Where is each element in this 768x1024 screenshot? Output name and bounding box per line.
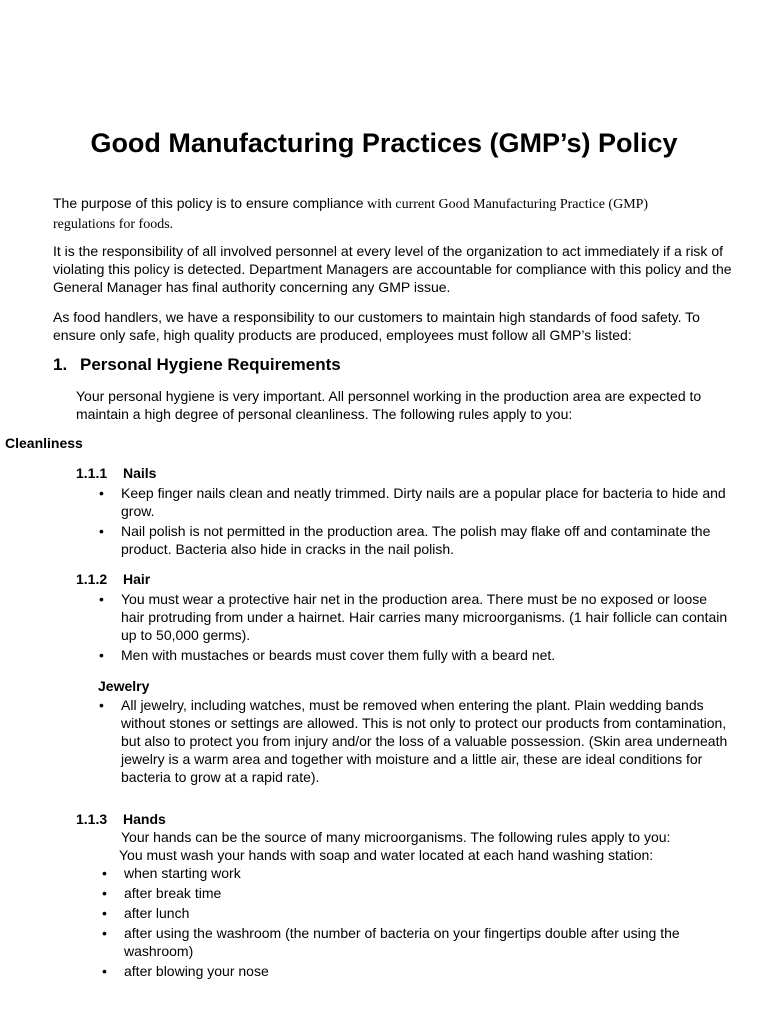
subheading-number: 1.1.2 <box>76 571 108 587</box>
list-item-text: Nail polish is not permitted in the production area. The polish may flake off and contaminate the product. Bacteria also hide in cracks in the nail polish. <box>121 523 711 557</box>
list-item-text: when starting work <box>124 865 241 881</box>
bullet-marker: • <box>102 865 107 881</box>
subheading-text: Hair <box>123 571 151 587</box>
subheading-hands <box>76 810 166 828</box>
bullet-marker: • <box>102 963 107 979</box>
list-item <box>102 904 734 922</box>
list-item-text: All jewelry, including watches, must be removed when entering the plant. Plain wedding bands without stones or settings are allowed. This is not only to protect our products from contamination, but also to protect you from injury and/or the loss of a valuable possession. (Skin area underneath jewelry is a warm area and together with moisture and a little air, these are ideal conditions for bacteria to grow at a rapid rate). <box>121 697 728 785</box>
bullet-marker: • <box>99 591 104 607</box>
purpose-sans-text: The purpose of this policy is to ensure compliance <box>53 195 364 211</box>
subheading-nails <box>76 464 156 482</box>
list-item <box>99 522 731 558</box>
list-item <box>99 484 731 520</box>
intro-paragraph-purpose <box>53 194 743 234</box>
bullet-marker: • <box>99 647 104 663</box>
list-item-text: after blowing your nose <box>124 963 269 979</box>
list-item <box>102 884 734 902</box>
list-item-text: after lunch <box>124 905 190 921</box>
hands-wash-instruction: You must wash your hands with soap and water located at each hand washing station: <box>119 847 654 863</box>
list-item-text: after using the washroom (the number of bacteria on your fingertips double after using the washroom) <box>124 925 680 959</box>
section-heading-text: Personal Hygiene Requirements <box>80 355 341 374</box>
intro-paragraph-food-handlers: As food handlers, we have a responsibility to our customers to maintain high standards of food safety. To ensure only safe, high quality products are produced, employees must follow all GMP’s listed: <box>53 309 700 343</box>
list-item-text: after break time <box>124 885 222 901</box>
purpose-serif-text-1: with current Good Manufacturing Practice (GMP) <box>363 197 649 212</box>
subheading-number: 1.1.3 <box>76 811 108 827</box>
section-intro-paragraph: Your personal hygiene is very important. All personnel working in the production area are expected to maintain a high degree of personal cleanliness. The following rules apply to you: <box>76 388 702 422</box>
list-item <box>102 962 734 980</box>
purpose-serif-text-2: regulations for foods. <box>53 217 174 232</box>
list-item <box>99 646 731 664</box>
list-item-text: You must wear a protective hair net in the production area. There must be no exposed or loose hair protruding from under a hairnet. Hair carries many microorganisms. (1 hair follicle can contain up to 50,000 germs). <box>121 591 728 643</box>
subheading-text: Nails <box>123 465 157 481</box>
subheading-jewelry: Jewelry <box>98 678 150 694</box>
bullet-marker: • <box>102 925 107 941</box>
subheading-hair <box>76 570 150 588</box>
hair-bullet-list <box>99 590 731 666</box>
hands-intro-line: Your hands can be the source of many microorganisms. The following rules apply to you: <box>121 829 671 845</box>
bullet-marker: • <box>99 523 104 539</box>
section-number: 1. <box>53 355 68 374</box>
list-item <box>99 696 731 786</box>
subheading-number: 1.1.1 <box>76 465 108 481</box>
bullet-marker: • <box>99 697 104 713</box>
bullet-marker: • <box>102 905 107 921</box>
jewelry-bullet-list <box>99 696 731 788</box>
list-item-text: Men with mustaches or beards must cover them fully with a beard net. <box>121 647 556 663</box>
list-item <box>102 864 734 882</box>
nails-bullet-list <box>99 484 731 560</box>
list-item <box>102 924 734 960</box>
cleanliness-label: Cleanliness <box>5 435 83 451</box>
bullet-marker: • <box>99 485 104 501</box>
intro-paragraph-responsibility: It is the responsibility of all involved personnel at every level of the organization to act immediately if a risk of violating this policy is detected. Department Managers are accountable for compliance with this policy and the General Manager has final authority concerning any GMP issue. <box>53 243 732 295</box>
subheading-text: Hands <box>123 811 166 827</box>
list-item-text: Keep finger nails clean and neatly trimmed. Dirty nails are a popular place for bacteria to hide and grow. <box>121 485 726 519</box>
bullet-marker: • <box>102 885 107 901</box>
document-title: Good Manufacturing Practices (GMP’s) Policy <box>90 128 678 158</box>
section-heading-personal-hygiene <box>53 354 341 376</box>
list-item <box>99 590 731 644</box>
hands-bullet-list <box>102 864 734 982</box>
